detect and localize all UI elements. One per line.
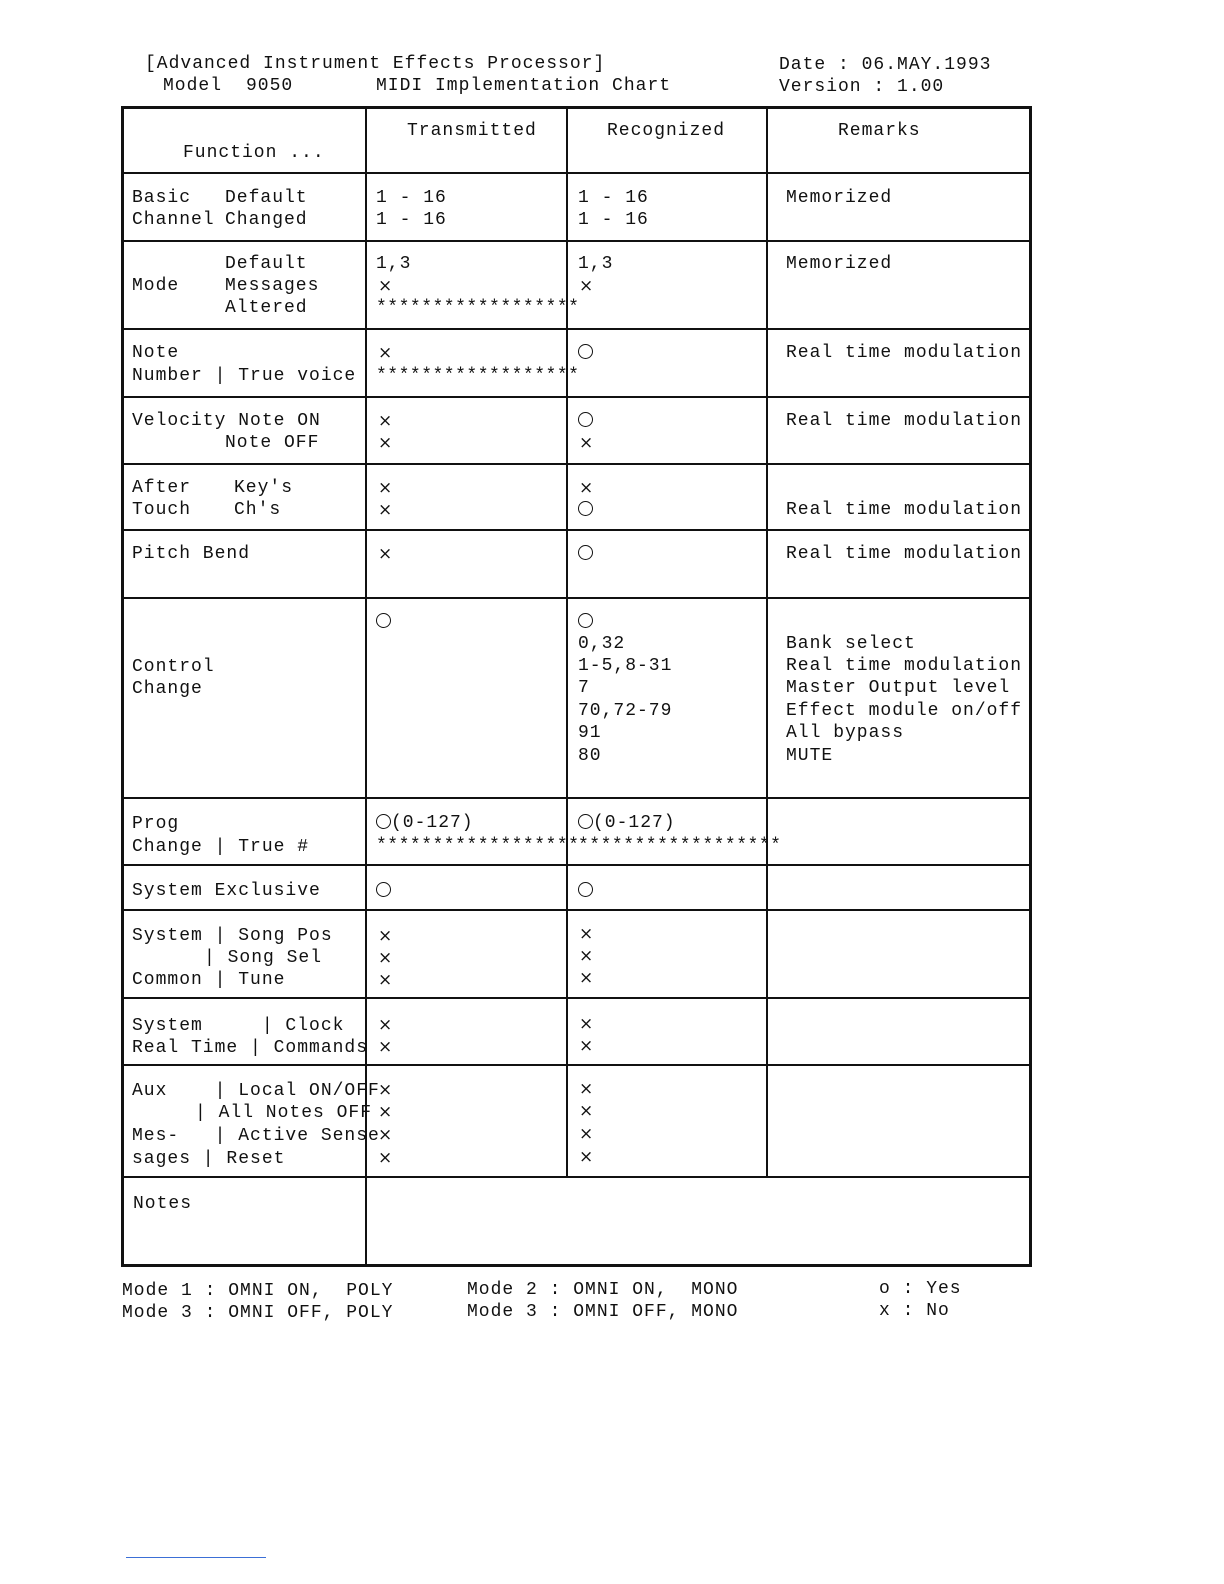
- no-mark: ×: [378, 1015, 394, 1035]
- row-divider: [121, 864, 1032, 866]
- function-label: Number | True voice: [132, 366, 357, 386]
- row-divider: [121, 597, 1032, 599]
- function-label: sages | Reset: [132, 1149, 286, 1169]
- legend-mode-3-mono: Mode 3 : OMNI OFF, MONO: [467, 1302, 739, 1322]
- no-mark: ×: [378, 544, 394, 564]
- remarks-value: MUTE: [786, 746, 834, 766]
- model-value: 9050: [246, 76, 294, 96]
- remarks-value: Real time modulation: [786, 411, 1023, 431]
- no-mark: ×: [579, 946, 595, 966]
- function-label: Note OFF: [225, 433, 320, 453]
- row-divider: [121, 909, 1032, 911]
- function-label: System Exclusive: [132, 881, 321, 901]
- date: Date : 06.MAY.1993: [779, 55, 992, 75]
- version: Version : 1.00: [779, 77, 945, 97]
- yes-mark: [376, 880, 391, 903]
- row-divider: [121, 463, 1032, 465]
- recognized-value: 1,3: [578, 254, 614, 274]
- remarks-value: Real time modulation: [786, 656, 1023, 676]
- function-label: System | Song Pos: [132, 926, 333, 946]
- no-mark: ×: [378, 948, 394, 968]
- function-label: Velocity Note ON: [132, 411, 321, 431]
- no-mark: ×: [378, 500, 394, 520]
- function-label: Common | Tune: [132, 970, 286, 990]
- no-mark: ×: [579, 1101, 595, 1121]
- function-label: Prog: [132, 814, 180, 834]
- recognized-value: 91: [578, 723, 602, 743]
- recognized-value: 1 - 16: [578, 210, 649, 230]
- recognized-value: 7: [578, 678, 590, 698]
- yes-mark: [578, 611, 593, 634]
- no-mark: ×: [579, 1014, 595, 1034]
- transmitted-value: 1,3: [376, 254, 412, 274]
- function-label: | Song Sel: [204, 948, 323, 968]
- header-function: Function ...: [183, 143, 325, 163]
- yes-mark: [578, 410, 593, 433]
- remarks-value: Master Output level: [786, 678, 1011, 698]
- function-label: Messages: [225, 276, 320, 296]
- row-divider: [121, 172, 1032, 174]
- yes-mark: [578, 499, 593, 522]
- yes-mark: [578, 814, 593, 829]
- no-mark: ×: [579, 968, 595, 988]
- table-border-bottom: [121, 1264, 1032, 1267]
- no-mark: ×: [378, 276, 394, 296]
- table-border-right: [1029, 106, 1032, 1267]
- no-mark: ×: [378, 970, 394, 990]
- row-divider: [121, 240, 1032, 242]
- function-label: After: [132, 478, 192, 498]
- recognized-value: 1-5,8-31: [578, 656, 673, 676]
- transmitted-value: ******************: [376, 298, 580, 318]
- function-label: Altered: [225, 298, 308, 318]
- function-label: Aux | Local ON/OFF: [132, 1081, 380, 1101]
- row-divider: [121, 1064, 1032, 1066]
- col-divider: [566, 106, 568, 1178]
- col-divider: [766, 106, 768, 1178]
- row-divider: [121, 797, 1032, 799]
- legend-yes: o : Yes: [879, 1279, 962, 1299]
- no-mark: ×: [579, 276, 595, 296]
- function-label: Default: [225, 254, 308, 274]
- legend-mode-2: Mode 2 : OMNI ON, MONO: [467, 1280, 739, 1300]
- recognized-value: (0-127): [578, 812, 676, 835]
- function-label: System | Clock: [132, 1016, 345, 1036]
- no-mark: ×: [378, 343, 394, 363]
- function-label: Change | True #: [132, 837, 310, 857]
- function-label: Ch's: [234, 500, 282, 520]
- row-divider: [121, 1176, 1032, 1178]
- header-transmitted: Transmitted: [407, 121, 537, 141]
- function-label: Real Time | Commands: [132, 1038, 369, 1058]
- remarks-value: Memorized: [786, 254, 893, 274]
- function-label: Key's: [234, 478, 294, 498]
- model-label: Model: [163, 76, 223, 96]
- function-label: | All Notes OFF: [195, 1103, 373, 1123]
- no-mark: ×: [378, 478, 394, 498]
- function-label: Default: [225, 188, 308, 208]
- function-label: Mes- | Active Sense: [132, 1126, 380, 1146]
- function-label: Change: [132, 679, 203, 699]
- remarks-value: Real time modulation: [786, 544, 1023, 564]
- notes-label: Notes: [133, 1194, 193, 1214]
- table-border-left: [121, 106, 124, 1267]
- legend-no: x : No: [879, 1301, 950, 1321]
- no-mark: ×: [378, 1037, 394, 1057]
- transmitted-value: ******************: [376, 366, 580, 386]
- no-mark: ×: [378, 1102, 394, 1122]
- function-label: Pitch Bend: [132, 544, 251, 564]
- transmitted-value: (0-127): [376, 812, 474, 835]
- remarks-value: Bank select: [786, 634, 916, 654]
- remarks-value: Real time modulation: [786, 343, 1023, 363]
- remarks-value: Memorized: [786, 188, 893, 208]
- product-title: [Advanced Instrument Effects Processor]: [145, 54, 606, 74]
- function-label: Control: [132, 657, 215, 677]
- function-label: Changed: [225, 210, 308, 230]
- yes-mark: [376, 611, 391, 634]
- row-divider: [121, 328, 1032, 330]
- recognized-value: ******************: [578, 836, 782, 856]
- transmitted-value: 1 - 16: [376, 210, 447, 230]
- no-mark: ×: [579, 433, 595, 453]
- no-mark: ×: [579, 478, 595, 498]
- no-mark: ×: [378, 1148, 394, 1168]
- function-label: Note: [132, 343, 180, 363]
- yes-mark: [578, 342, 593, 365]
- remarks-value: Real time modulation: [786, 500, 1023, 520]
- no-mark: ×: [378, 1080, 394, 1100]
- no-mark: ×: [378, 433, 394, 453]
- legend-mode-1: Mode 1 : OMNI ON, POLY: [122, 1281, 394, 1301]
- chart-title: MIDI Implementation Chart: [376, 76, 672, 96]
- no-mark: ×: [579, 924, 595, 944]
- header-remarks: Remarks: [838, 121, 921, 141]
- function-label: Mode: [132, 276, 180, 296]
- no-mark: ×: [378, 1125, 394, 1145]
- no-mark: ×: [579, 1147, 595, 1167]
- remarks-value: All bypass: [786, 723, 905, 743]
- remarks-value: Effect module on/off: [786, 701, 1023, 721]
- transmitted-value: 1 - 16: [376, 188, 447, 208]
- recognized-value: 1 - 16: [578, 188, 649, 208]
- function-label: Touch: [132, 500, 192, 520]
- recognized-value: 80: [578, 746, 602, 766]
- header-recognized: Recognized: [607, 121, 726, 141]
- legend-mode-3-poly: Mode 3 : OMNI OFF, POLY: [122, 1303, 394, 1323]
- footer-divider: [126, 1557, 266, 1558]
- no-mark: ×: [579, 1079, 595, 1099]
- recognized-value: 70,72-79: [578, 701, 673, 721]
- yes-mark: [578, 880, 593, 903]
- row-divider: [121, 997, 1032, 999]
- recognized-value: 0,32: [578, 634, 626, 654]
- function-label: Channel: [132, 210, 215, 230]
- transmitted-value: ******************: [376, 836, 580, 856]
- function-label: Basic: [132, 188, 192, 208]
- yes-mark: [376, 814, 391, 829]
- row-divider: [121, 396, 1032, 398]
- no-mark: ×: [579, 1036, 595, 1056]
- no-mark: ×: [378, 411, 394, 431]
- no-mark: ×: [579, 1124, 595, 1144]
- row-divider: [121, 529, 1032, 531]
- table-border-top: [121, 106, 1032, 109]
- yes-mark: [578, 543, 593, 566]
- no-mark: ×: [378, 926, 394, 946]
